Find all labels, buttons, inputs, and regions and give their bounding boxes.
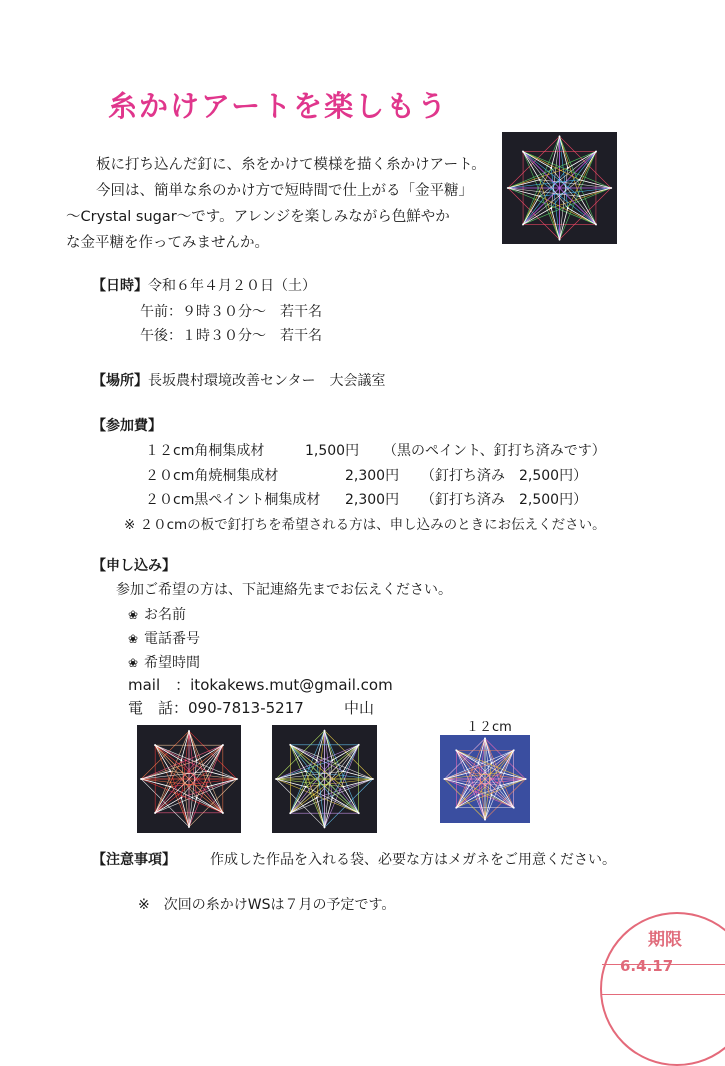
flower-bullet-icon: ❀ xyxy=(128,608,139,622)
string-line xyxy=(276,745,358,779)
page-title: 糸かけアートを楽しもう xyxy=(108,89,449,123)
nail-dot xyxy=(500,771,502,773)
contact-name: 中山 xyxy=(344,699,375,717)
date-pm: 午後：１時３０分～ 若干名 xyxy=(140,328,322,344)
string-line xyxy=(456,763,491,807)
nail-dot xyxy=(484,738,486,740)
nail-dot xyxy=(550,207,552,209)
apply-item xyxy=(128,628,200,648)
string-line xyxy=(523,188,611,224)
nail-dot xyxy=(477,794,479,796)
string-line xyxy=(155,779,237,813)
nail-dot xyxy=(578,195,580,197)
string-art-star-image xyxy=(502,132,617,244)
string-line xyxy=(276,779,358,813)
stamp-label: 期限 xyxy=(648,930,682,950)
intro-line: 板に打ち込んだ釘に、糸をかけて模様を描く糸かけアート。 xyxy=(96,157,486,173)
next-workshop-note: ※ 次回の糸かけWSは７月の予定です。 xyxy=(138,897,396,913)
string-line xyxy=(290,745,343,787)
string-line xyxy=(141,779,223,813)
fee-item-name: １２cm角桐集成材 xyxy=(145,443,265,459)
nail-dot xyxy=(477,762,479,764)
apply-item-label: お名前 xyxy=(144,607,186,623)
nail-dot xyxy=(559,239,561,241)
nail-dot xyxy=(491,762,493,764)
nail-dot xyxy=(444,778,446,780)
intro-line: 〜Crystal sugar〜です。アレンジを楽しみながら色鮮やか xyxy=(66,209,450,225)
photo-size-label: １２cm xyxy=(466,720,512,735)
date-section xyxy=(92,275,316,295)
string-line xyxy=(155,745,189,827)
intro-line: な金平糖を作ってみませんか。 xyxy=(66,235,269,251)
nail-dot xyxy=(222,744,224,746)
string-line xyxy=(290,731,324,813)
nail-dot xyxy=(539,179,541,181)
string-line xyxy=(155,731,189,813)
nail-dot xyxy=(455,807,457,809)
caution-label: 【注意事項】 xyxy=(92,852,176,868)
string-art-star-image xyxy=(272,725,377,833)
nail-dot xyxy=(491,794,493,796)
nail-dot xyxy=(513,749,515,751)
string-line xyxy=(325,731,359,813)
string-line xyxy=(508,188,596,224)
nail-dot xyxy=(196,797,198,799)
string-line xyxy=(523,152,559,240)
nail-dot xyxy=(289,744,291,746)
nail-dot xyxy=(468,771,470,773)
nail-dot xyxy=(500,785,502,787)
nail-dot xyxy=(316,759,318,761)
string-art-star-image xyxy=(137,725,241,833)
caution-value: 作成した作品を入れる袋、必要な方はメガネをご用意ください。 xyxy=(210,852,616,868)
string-line xyxy=(523,136,559,224)
nail-dot xyxy=(578,179,580,181)
nail-dot xyxy=(169,770,171,772)
fee-item-note: （黒のペイント、釘打ち済みです） xyxy=(383,443,606,459)
string-line xyxy=(317,745,359,798)
string-line xyxy=(141,745,223,779)
apply-label: 【申し込み】 xyxy=(92,558,176,574)
fee-row xyxy=(145,489,587,509)
string-line xyxy=(189,745,223,827)
fee-item-note: （釘打ち済み 2,500円） xyxy=(421,468,588,484)
contact-tel xyxy=(128,697,374,718)
place-label: 【場所】 xyxy=(92,373,148,389)
nail-dot xyxy=(154,812,156,814)
fee-item-name: ２０cm角焼桐集成材 xyxy=(145,468,279,484)
flower-bullet-icon: ❀ xyxy=(128,656,139,670)
nail-dot xyxy=(595,151,597,153)
artwork-photo-3 xyxy=(440,735,530,823)
string-line xyxy=(290,779,372,813)
flower-bullet-icon: ❀ xyxy=(128,632,139,646)
string-line xyxy=(155,760,197,812)
string-line xyxy=(170,771,222,813)
string-line xyxy=(469,772,513,807)
nail-dot xyxy=(455,749,457,751)
nail-dot xyxy=(559,135,561,137)
nail-dot xyxy=(507,187,509,189)
nail-dot xyxy=(342,770,344,772)
string-line xyxy=(456,750,500,785)
fee-label: 【参加費】 xyxy=(92,418,162,434)
string-line xyxy=(325,745,359,827)
nail-dot xyxy=(154,744,156,746)
nail-dot xyxy=(196,759,198,761)
artwork-photo-1 xyxy=(137,725,241,833)
string-line xyxy=(478,750,513,794)
caution-section xyxy=(92,849,616,869)
nail-dot xyxy=(539,195,541,197)
nail-dot xyxy=(567,207,569,209)
string-line xyxy=(181,745,223,797)
nail-dot xyxy=(207,770,209,772)
fee-item-note: （釘打ち済み 2,500円） xyxy=(421,492,588,508)
fee-item-name: ２０cm黒ペイント桐集成材 xyxy=(145,492,321,508)
string-line xyxy=(155,745,207,787)
nail-dot xyxy=(331,759,333,761)
place-value: 長坂農村環境改善センター 大会議室 xyxy=(148,373,386,389)
apply-lead: 参加ご希望の方は、下記連絡先までお伝えください。 xyxy=(116,582,452,598)
nail-dot xyxy=(316,797,318,799)
nail-dot xyxy=(372,778,374,780)
fee-row xyxy=(145,465,587,485)
nail-dot xyxy=(236,778,238,780)
date-label: 【日時】 xyxy=(92,278,148,294)
nail-dot xyxy=(550,167,552,169)
nail-dot xyxy=(567,167,569,169)
intro-line: 今回は、簡単な糸のかけ方で短時間で仕上がる「金平糖」 xyxy=(96,183,473,199)
date-am: 午前：９時３０分～ 若干名 xyxy=(140,304,322,320)
intro-text xyxy=(66,152,491,256)
nail-dot xyxy=(324,730,326,732)
contact-mail: mail ：itokakews.mut@gmail.com xyxy=(128,676,393,694)
string-line xyxy=(523,168,568,224)
nail-dot xyxy=(522,151,524,153)
fee-item-price: 1,500円 xyxy=(305,443,360,459)
nail-dot xyxy=(180,759,182,761)
nail-dot xyxy=(595,223,597,225)
fee-note: ※ ２０cmの板で釘打ちを希望される方は、申し込みのときにお伝えください。 xyxy=(124,517,606,533)
apply-item xyxy=(128,652,200,672)
nail-dot xyxy=(358,812,360,814)
nail-dot xyxy=(188,730,190,732)
nail-dot xyxy=(513,807,515,809)
nail-dot xyxy=(342,786,344,788)
string-line xyxy=(523,152,579,197)
string-line xyxy=(155,745,237,779)
nail-dot xyxy=(324,826,326,828)
contact-tel-number: 電 話：090-7813-5217 xyxy=(128,699,304,717)
nail-dot xyxy=(331,797,333,799)
string-line xyxy=(189,731,223,813)
apply-item xyxy=(128,604,186,624)
fee-item-price: 2,300円 xyxy=(345,492,400,508)
nail-dot xyxy=(222,812,224,814)
nail-dot xyxy=(207,786,209,788)
string-line xyxy=(290,760,332,813)
nail-dot xyxy=(305,786,307,788)
nail-dot xyxy=(468,785,470,787)
string-line xyxy=(551,152,596,208)
artwork-photo-top xyxy=(502,132,617,244)
nail-dot xyxy=(358,744,360,746)
date-value: 令和６年４月２０日（土） xyxy=(148,278,316,294)
string-line xyxy=(306,771,359,813)
string-line xyxy=(508,152,596,188)
string-art-star-image xyxy=(440,735,530,823)
stamp-date: 6.4.17 xyxy=(620,957,674,975)
nail-dot xyxy=(610,187,612,189)
string-line xyxy=(290,745,372,779)
string-line xyxy=(290,745,324,827)
nail-dot xyxy=(180,797,182,799)
nail-dot xyxy=(169,786,171,788)
apply-item-label: 希望時間 xyxy=(144,655,200,671)
nail-dot xyxy=(522,223,524,225)
apply-item-label: 電話番号 xyxy=(144,631,200,647)
artwork-photo-2 xyxy=(272,725,377,833)
nail-dot xyxy=(275,778,277,780)
nail-dot xyxy=(140,778,142,780)
string-line xyxy=(540,180,596,225)
nail-dot xyxy=(305,770,307,772)
nail-dot xyxy=(188,826,190,828)
string-line xyxy=(560,152,596,240)
nail-dot xyxy=(289,812,291,814)
string-line xyxy=(560,136,596,224)
fee-row xyxy=(145,440,606,460)
nail-dot xyxy=(524,778,526,780)
string-line xyxy=(523,152,611,188)
nail-dot xyxy=(484,818,486,820)
place-section xyxy=(92,370,385,390)
fee-item-price: 2,300円 xyxy=(345,468,400,484)
